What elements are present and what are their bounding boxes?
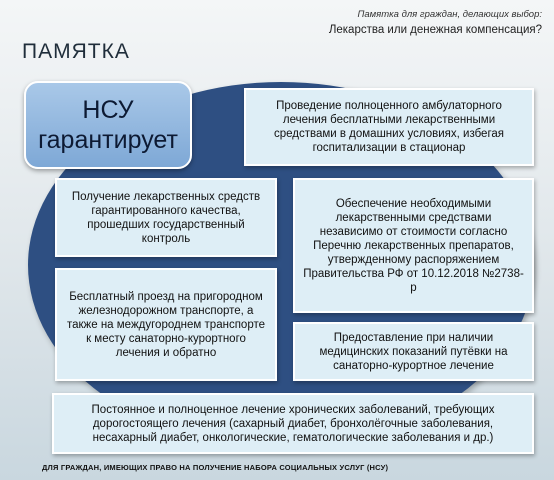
nsu-heading-line1: НСУ	[82, 96, 134, 124]
page-title: ПАМЯТКА	[22, 40, 130, 63]
header-title: Лекарства или денежная компенсация?	[328, 24, 542, 36]
benefit-text: Постоянное и полноценное лечение хронических заболеваний, требующих дорогостоящего лечения (сахарный диабет, бронхолёгочные заболевания, несахарный диабет, онкологические, гематологические заболевания и др.)	[91, 403, 495, 444]
benefit-card-outpatient	[244, 88, 534, 166]
benefit-text: Обеспечение необходимыми лекарственными средствами независимо от стоимости согласно Перечню лекарственных препаратов, утвержденному распоряжением Правительства РФ от 10.12.2018 №2738-р	[303, 197, 524, 294]
benefit-text: Получение лекарственных средств гарантированного качества, прошедших государственный контроль	[71, 190, 261, 245]
benefit-card-medicines	[293, 178, 534, 313]
benefit-text: Проведение полноценного амбулаторного лечения бесплатными лекарственными средствами в домашних условиях, избегая госпитализации в стационар	[273, 100, 505, 154]
benefit-card-travel	[55, 268, 277, 381]
benefit-card-quality	[55, 178, 277, 257]
footer-caption: ДЛЯ ГРАЖДАН, ИМЕЮЩИХ ПРАВО НА ПОЛУЧЕНИЕ НАБОРА СОЦИАЛЬНЫХ УСЛУГ (НСУ)	[42, 463, 389, 472]
benefit-card-chronic	[52, 393, 534, 454]
nsu-heading-line2: гарантирует	[38, 126, 178, 154]
benefit-text: Бесплатный проезд на пригородном железнодорожном транспорте, а также на междугороднем транспорте к месту санаторно-курортного лечения и обратно	[66, 290, 265, 359]
nsu-heading-box	[24, 81, 192, 169]
benefit-card-sanatorium	[293, 322, 534, 381]
benefit-text: Предоставление при наличии медицинских показаний путёвки на санаторно-курортное лечение	[319, 331, 508, 372]
header-subtitle: Памятка для граждан, делающих выбор:	[357, 9, 542, 20]
